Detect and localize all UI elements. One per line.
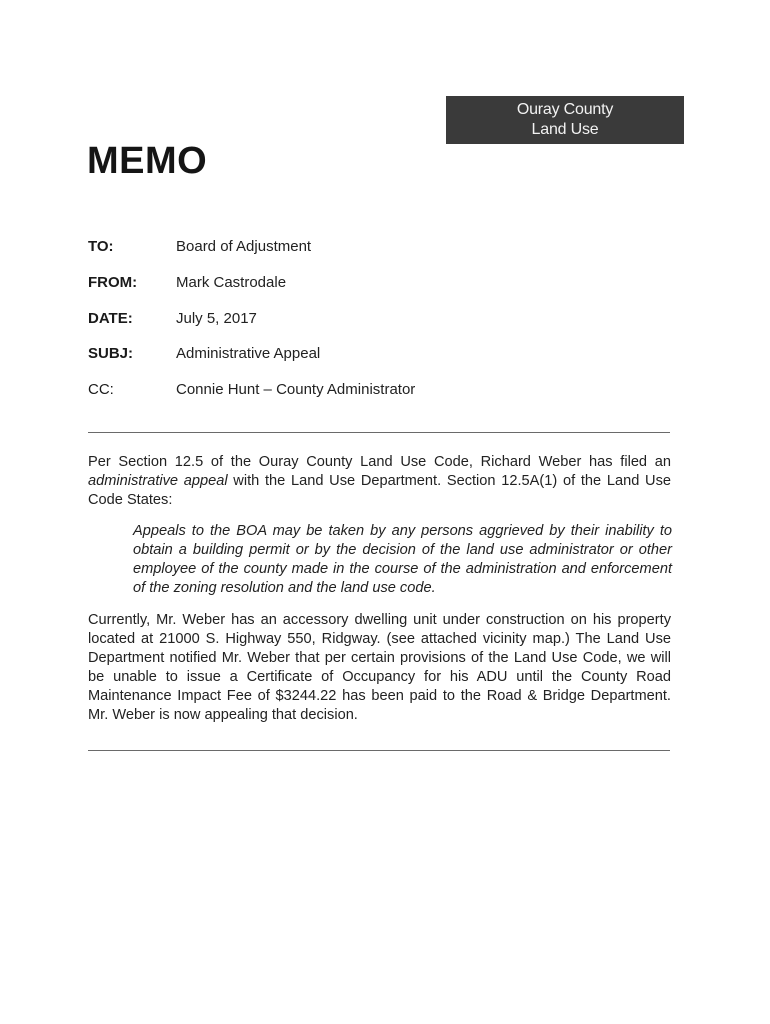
header-from-label: FROM: [88, 274, 138, 291]
divider-top [88, 432, 670, 433]
intro-text-1: Per Section 12.5 of the Ouray County Land Use Code, Richard Weber has filed an [88, 454, 671, 470]
header-subj [88, 344, 688, 364]
header-cc [88, 380, 688, 400]
org-badge [446, 96, 684, 144]
header-cc-label: CC: [88, 381, 114, 398]
divider-bottom [88, 750, 670, 751]
header-date [88, 309, 688, 329]
code-quote: Appeals to the BOA may be taken by any persons aggrieved by their inability to obtain a building permit or by the decision of the land use administrator or other employee of the county made in the course of the administration and enforcement of the zoning resolution and the land use code. [133, 523, 672, 596]
header-cc-value: Connie Hunt – County Administrator [176, 381, 416, 398]
header-date-value: July 5, 2017 [176, 310, 257, 327]
header-to-value: Board of Adjustment [176, 238, 312, 255]
header-date-label: DATE: [88, 310, 133, 327]
header-from-value: Mark Castrodale [176, 274, 287, 291]
header-to [88, 237, 688, 257]
org-badge-line1: Ouray County [516, 101, 614, 118]
intro-paragraph [88, 453, 671, 510]
intro-emphasis: administrative appeal [88, 473, 228, 489]
org-badge-line2: Land Use [531, 121, 599, 138]
memo-title: MEMO [87, 140, 208, 182]
paragraph-2: Currently, Mr. Weber has an accessory dwelling unit under construction on his property located at 21000 S. Highway 550, Ridgway. (see attached vicinity map.) The Land Use Department notified Mr. Weber that per certain provisions of the Land Use Code, we will be unable to issue a Certificate of Occupancy for his ADU until the County Road Maintenance Impact Fee of $3244.22 has been paid to the Road & Bridge Department. Mr. Weber is now appealing that decision. [88, 612, 671, 723]
intro-text-2: with the Land Use Department. Section 12.5A(1) of the Land Use Code States: [88, 473, 671, 508]
header-to-label: TO: [88, 238, 114, 255]
header-subj-label: SUBJ: [88, 345, 134, 362]
header-subj-value: Administrative Appeal [176, 345, 321, 362]
header-from [88, 273, 688, 293]
